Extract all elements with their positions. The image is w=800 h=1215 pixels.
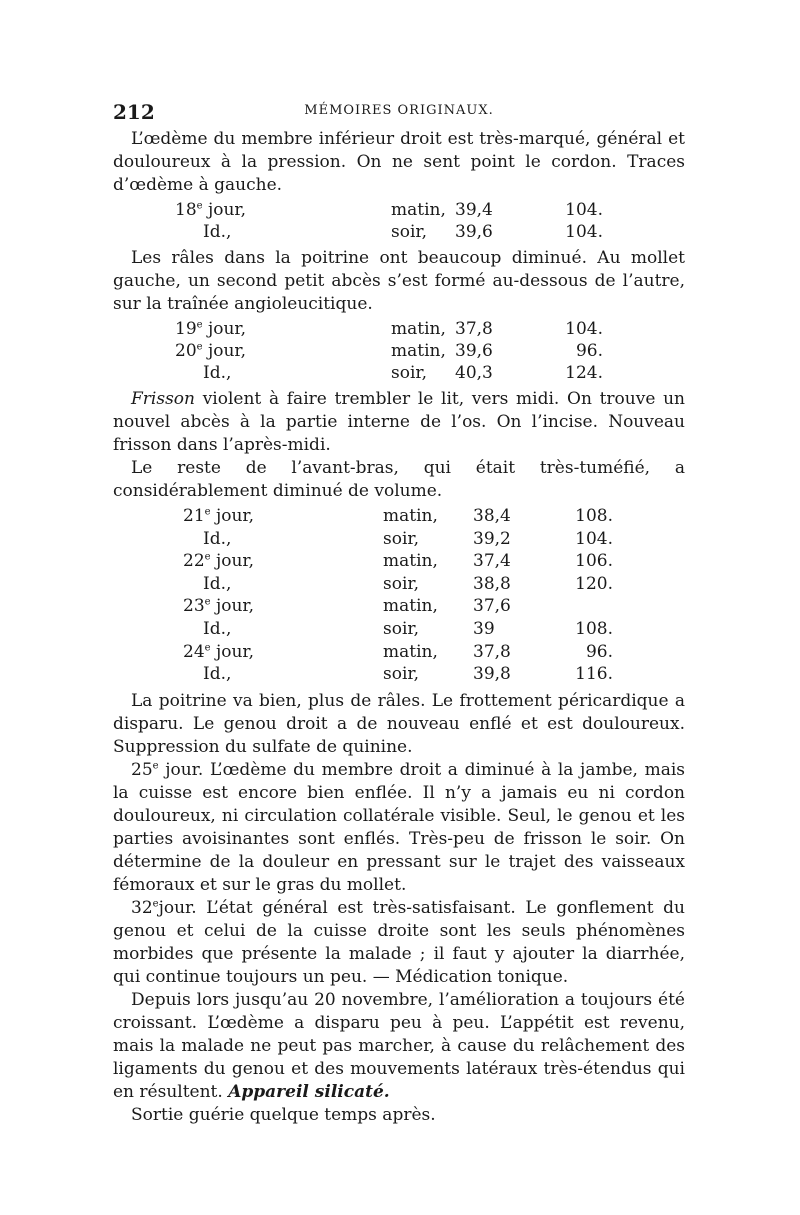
ordinal-suffix: e	[196, 200, 203, 212]
time-cell: matin,	[391, 341, 446, 361]
pulse-cell: 96.	[575, 341, 603, 361]
day-cell	[183, 641, 254, 664]
day-number: Id.,	[203, 618, 232, 639]
day-number: 19	[175, 319, 197, 339]
ordinal-suffix: e	[196, 319, 203, 331]
time-cell: soir,	[391, 222, 428, 242]
day-number: 21	[183, 506, 205, 526]
temperature-cell: 39,4	[455, 200, 493, 220]
day-cell	[203, 528, 231, 551]
table-row	[113, 505, 685, 528]
ordinal-suffix: e	[204, 551, 211, 563]
time-cell: matin,	[383, 551, 438, 572]
time-cell: soir,	[383, 573, 420, 594]
pulse-cell: 104.	[575, 528, 613, 549]
day-cell	[183, 595, 254, 618]
temperature-cell: 37,8	[473, 641, 511, 662]
pulse-cell: 108.	[575, 618, 613, 639]
paragraph-text: jour. L’état général est très-satisfaisant. Le gonflement du genou et celui de la cuisse droite sont les seuls phénomènes morbides que présente la malade ; il faut y ajouter la diarrhée, qui continue toujours un peu. — Médication tonique.	[113, 897, 685, 987]
temperature-cell: 39,6	[455, 222, 493, 242]
paragraph-text: jour. L’œdème du membre droit a diminué à la jambe, mais la cuisse est encore bien enflée. Il n’y a jamais eu ni cordon douloureux, ni circulation collatérale visible. Seul, le genou et les parties avoisinantes sont enflés. Très-peu de frisson le soir. On détermine de la douleur en pressant sur le trajet des vaisseaux fémoraux et sur le gras du mollet.	[113, 759, 685, 895]
day-label: jour,	[210, 596, 255, 617]
pulse-cell: 116.	[575, 664, 613, 685]
temperature-cell: 37,6	[473, 596, 511, 617]
day-cell	[203, 618, 231, 641]
day-cell	[203, 221, 231, 244]
time-cell: soir,	[383, 618, 420, 639]
ordinal-suffix: e	[152, 760, 159, 772]
paragraph: L’œdème du membre inférieur droit est très-marqué, général et douloureux à la pression. On ne sent point le cordon. Traces d’œdème à gauche.	[113, 129, 685, 195]
day-cell	[175, 199, 246, 222]
temperature-cell: 38,4	[473, 506, 511, 526]
paragraph	[113, 759, 685, 897]
page-number: 212	[113, 100, 155, 124]
paragraph	[113, 897, 685, 989]
temperature-cell: 38,8	[473, 573, 511, 594]
pulse-cell: 96.	[585, 641, 613, 662]
day-label: jour,	[210, 506, 255, 526]
ordinal-suffix: e	[196, 341, 203, 353]
day-number: Id.,	[203, 664, 232, 685]
ordinal-suffix: e	[204, 506, 211, 518]
time-cell: soir,	[391, 363, 428, 383]
day-cell	[203, 362, 231, 385]
day-number: 32	[131, 897, 153, 918]
paragraph: Sortie guérie quelque temps après.	[131, 1104, 436, 1125]
pulse-cell: 120.	[575, 573, 613, 594]
table-row	[113, 550, 685, 573]
paragraph	[113, 388, 685, 457]
day-number: 23	[183, 596, 205, 617]
temperature-cell: 39,6	[455, 341, 493, 361]
temperature-cell: 39	[473, 618, 495, 639]
table-row	[113, 618, 685, 641]
day-label: jour,	[202, 341, 247, 361]
temperature-cell: 39,2	[473, 528, 511, 549]
table-row	[113, 318, 685, 340]
temperature-cell: 37,8	[455, 319, 493, 339]
day-cell	[183, 550, 254, 573]
day-number: Id.,	[203, 528, 232, 549]
table-row	[113, 221, 685, 243]
day-number: 22	[183, 551, 205, 572]
pulse-cell: 104.	[565, 200, 603, 220]
day-label: jour,	[202, 200, 247, 220]
italic-lead: Frisson	[131, 389, 195, 409]
table-row	[113, 595, 685, 618]
page-body	[113, 128, 685, 1127]
time-cell: matin,	[391, 200, 446, 220]
pulse-cell: 106.	[575, 551, 613, 572]
temperature-cell: 40,3	[455, 363, 493, 383]
running-head: MÉMOIRES ORIGINAUX.	[304, 103, 494, 118]
table-row	[113, 663, 685, 686]
day-number: Id.,	[203, 363, 232, 383]
day-number: 25	[131, 759, 153, 780]
ordinal-suffix: e	[204, 641, 211, 653]
paragraph-text: violent à faire trembler le lit, vers midi. On trouve un nouvel abcès à la partie interne de l’os. On l’incise. Nouveau frisson dans l’après-midi.	[113, 389, 685, 455]
time-cell: matin,	[383, 641, 438, 662]
paragraph: La poitrine va bien, plus de râles. Le frottement péricardique a disparu. Le genou droit a de nouveau enflé et est douloureux. Suppression du sulfate de quinine.	[113, 690, 685, 757]
temperature-table	[113, 199, 685, 243]
ordinal-suffix: e	[152, 898, 159, 910]
time-cell: matin,	[383, 506, 438, 526]
ordinal-suffix: e	[204, 596, 211, 608]
time-cell: matin,	[383, 596, 438, 617]
paragraph: Le reste de l’avant-bras, qui était très-tuméfié, a considérablement diminué de volume.	[113, 458, 685, 501]
table-row	[113, 573, 685, 596]
table-row	[113, 199, 685, 221]
table-row	[113, 528, 685, 551]
pulse-cell: 108.	[575, 506, 613, 526]
page-header	[113, 100, 685, 122]
day-number: Id.,	[203, 222, 232, 242]
paragraph-text: Depuis lors jusqu’au 20 novembre, l’amélioration a toujours été croissant. L’œdème a disparu peu à peu. L’appétit est revenu, mais la malade ne peut pas marcher, à cause du relâchement des ligaments du genou et des mouvements latéraux très-étendus qui en résultent.	[113, 989, 685, 1102]
day-cell	[175, 340, 246, 363]
day-number: 20	[175, 341, 197, 361]
day-label: jour,	[210, 641, 255, 662]
day-number: 18	[175, 200, 197, 220]
pulse-cell: 124.	[565, 363, 603, 383]
day-label: jour,	[202, 319, 247, 339]
day-number: Id.,	[203, 573, 232, 594]
time-cell: soir,	[383, 664, 420, 685]
table-row	[113, 362, 685, 384]
day-cell	[183, 505, 254, 528]
temperature-cell: 37,4	[473, 551, 511, 572]
time-cell: matin,	[391, 319, 446, 339]
day-label: jour,	[210, 551, 255, 572]
temperature-cell: 39,8	[473, 664, 511, 685]
day-cell	[175, 318, 246, 341]
time-cell: soir,	[383, 528, 420, 549]
temperature-table	[113, 505, 685, 686]
paragraph	[113, 989, 685, 1104]
pulse-cell: 104.	[565, 222, 603, 242]
paragraph: Les râles dans la poitrine ont beaucoup diminué. Au mollet gauche, un second petit abcès s’est formé au-dessous de l’autre, sur la traînée angioleucitique.	[113, 248, 685, 314]
pulse-cell: 104.	[565, 319, 603, 339]
day-number: 24	[183, 641, 205, 662]
italic-tail: Appareil silicaté.	[228, 1081, 390, 1102]
day-cell	[203, 663, 231, 686]
table-row	[113, 340, 685, 362]
table-row	[113, 641, 685, 664]
day-cell	[203, 573, 231, 596]
temperature-table	[113, 318, 685, 384]
